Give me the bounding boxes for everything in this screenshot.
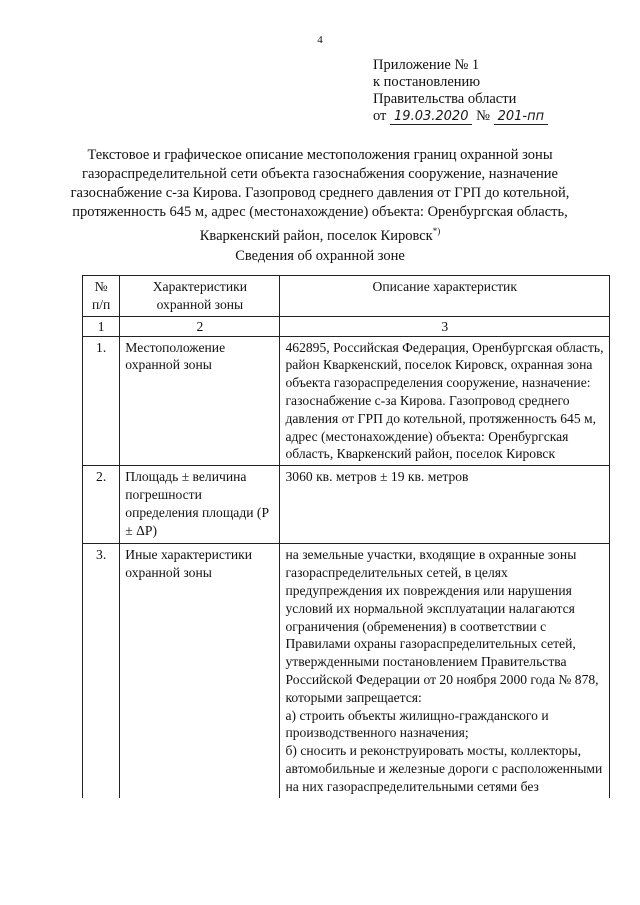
appendix-line-3: Правительства области [373, 91, 517, 107]
footnote-mark: *) [432, 226, 441, 236]
header-characteristic: Характеристики охранной зоны [120, 276, 280, 317]
row-description [280, 544, 610, 798]
handwritten-number: 201-пп [494, 110, 549, 125]
column-number-3: 3 [280, 316, 610, 336]
date-prefix: от [373, 108, 387, 124]
handwritten-date: 19.03.2020 [390, 110, 472, 125]
table-row [83, 466, 610, 544]
header-number: № п/п [83, 276, 120, 317]
appendix-header [373, 57, 613, 125]
protection-zone-table [82, 275, 610, 798]
description-paragraph: на земельные участки, входящие в охранные зоны газораспределительных сетей, в целях предупреждения их повреждения или нарушения условий их нормальной эксплуатации налагаются ограничения (обременения) в соответствии с Правилами охраны газораспределительных сетей, утвержденными постановлением Правительства Российской Федерации от 20 ноября 2000 года № 878, которыми запрещается: [285, 547, 599, 705]
row-characteristic: Иные характеристики охранной зоны [120, 544, 280, 798]
header-description: Описание характеристик [280, 276, 610, 317]
table-row [83, 336, 610, 466]
document-title [70, 146, 570, 246]
table-header-row [83, 276, 610, 317]
column-number-1: 1 [83, 316, 120, 336]
appendix-line-1: Приложение № 1 [373, 57, 480, 73]
title-text: Текстовое и графическое описание местоположения границ охранной зоны газораспределительной сети объекта газоснабжения сооружение, назначение газоснабжение с-за Кирова. Газопровод среднего давления от ГРП до котельной, протяженность 645 м, адрес (местонахождение) объекта: Оренбургская область, Кваркенский район, поселок Кировск [70, 147, 570, 244]
appendix-line-2: к постановлению [373, 74, 481, 90]
description-paragraph: а) строить объекты жилищно-гражданского и производственного назначения; [285, 707, 549, 741]
page-number: 4 [317, 34, 323, 46]
appendix-date-line [373, 108, 613, 125]
column-number-row [83, 316, 610, 336]
number-prefix: № [476, 108, 490, 124]
row-number: 3. [83, 544, 120, 798]
row-characteristic: Площадь ± величина погрешности определения площади (Р ± ΔР) [120, 466, 280, 544]
row-number: 1. [83, 336, 120, 466]
description-paragraph: б) сносить и реконструировать мосты, коллекторы, автомобильные и железные дороги с расположенными на них газораспределительными сетями без [285, 743, 603, 794]
table-row [83, 544, 610, 798]
row-description: 462895, Российская Федерация, Оренбургская область, район Кваркенский, поселок Кировск, охранная зона объекта газораспределения сооружение, назначение: газоснабжение с-за Кирова. Газопровод среднего давления от ГРП до котельной, протяженность 645 м, адрес (местонахождение) объекта: Оренбургская область, Кваркенский район, поселок Кировск [280, 336, 610, 466]
column-number-2: 2 [120, 316, 280, 336]
row-number: 2. [83, 466, 120, 544]
row-characteristic: Местоположение охранной зоны [120, 336, 280, 466]
section-subtitle: Сведения об охранной зоне [235, 248, 405, 264]
row-description: 3060 кв. метров ± 19 кв. метров [280, 466, 610, 544]
